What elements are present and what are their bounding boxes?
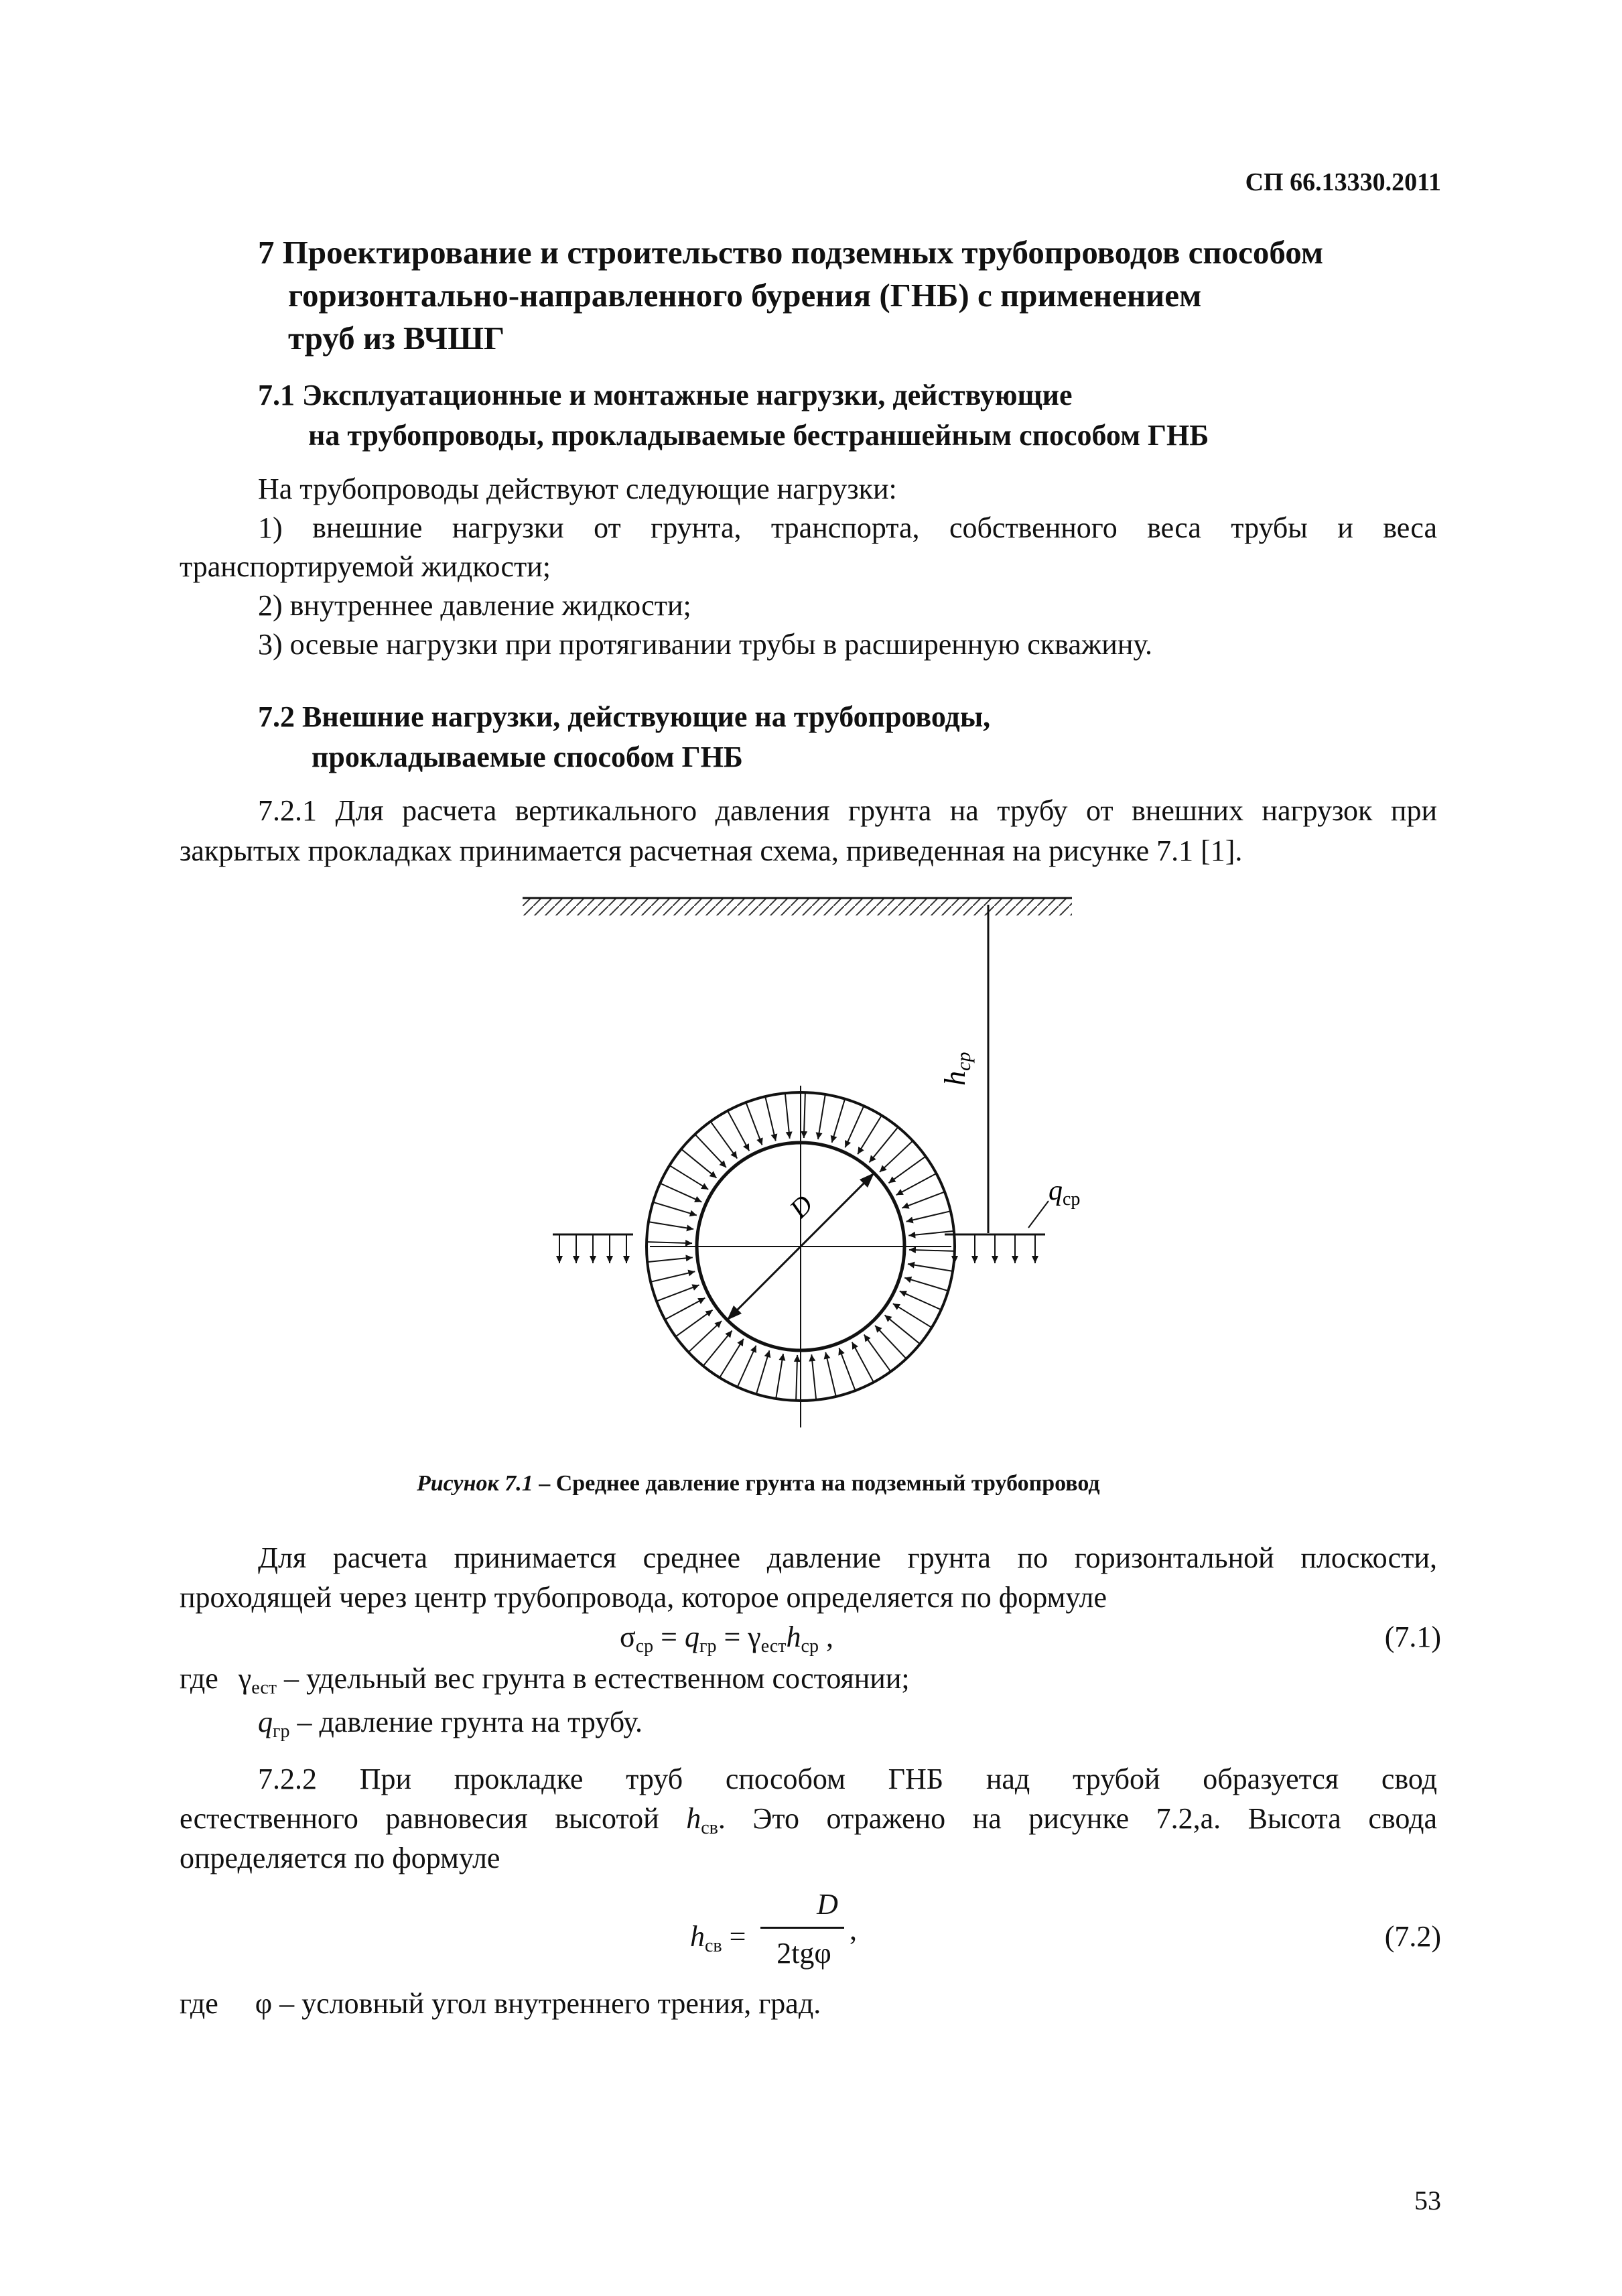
radial-arrow-shaft (653, 1202, 697, 1216)
plane-arrow-head (573, 1256, 580, 1263)
radial-arrow-head (771, 1133, 778, 1141)
radial-arrow-head (685, 1240, 692, 1247)
radial-arrow-shaft (647, 1242, 692, 1243)
radial-arrow-shaft (647, 1257, 693, 1262)
figure-7-1-diagram (469, 885, 1139, 1461)
paragraph-7-2-2-h-sub: св (701, 1817, 718, 1838)
radial-arrow-shaft (675, 1310, 712, 1337)
radial-arrow-shaft (649, 1222, 693, 1229)
radial-arrow-shaft (703, 1331, 732, 1366)
radial-arrow-head (730, 1151, 737, 1159)
ground-surface-hatch (523, 898, 1072, 915)
radial-arrow-shaft (804, 1092, 805, 1138)
loads-item-2: 2) внутреннее давление жидкости; (258, 589, 691, 622)
where-q-symbol: q (258, 1706, 273, 1738)
plane-arrow-head (623, 1256, 630, 1263)
radial-arrow-shaft (908, 1264, 953, 1271)
pressure-leader-line (1028, 1201, 1049, 1228)
radial-arrow-shaft (657, 1285, 699, 1301)
radial-arrow-head (824, 1352, 831, 1360)
plane-arrow-head (556, 1256, 563, 1263)
radial-arrow-shaft (825, 1352, 836, 1397)
loads-item-1-line1: 1) внешние нагрузки от грунта, транспорта, собственного веса трубы и веса (258, 511, 1437, 544)
paragraph-7-2-2-line2-b: . Это отражено на рисунке 7.2,а. Высота свода (718, 1802, 1437, 1835)
formula-gamma-sub: ест (760, 1636, 787, 1657)
figure-caption-text: – Среднее давление грунта на подземный трубопровод (533, 1471, 1100, 1496)
radial-arrow-head (906, 1217, 914, 1224)
radial-arrow-head (801, 1131, 807, 1138)
radial-arrow-head (779, 1354, 786, 1361)
figure-caption-number: Рисунок 7.1 (417, 1471, 533, 1496)
paragraph-7-2-2-line2-a: естественного равновесия высотой (180, 1802, 687, 1835)
section-7-2-title-line1: 7.2 Внешние нагрузки, действующие на трубопроводы, (258, 700, 991, 733)
plane-arrow-head (1012, 1256, 1018, 1263)
loads-item-3: 3) осевые нагрузки при протягивании трубы в расширенную скважину. (258, 628, 1152, 661)
diameter-label: D (783, 1189, 819, 1224)
radial-arrow-head (705, 1310, 713, 1317)
section-7-1-title (258, 375, 1464, 456)
radial-arrow-shaft (756, 1350, 770, 1394)
pressure-label: qср (1049, 1175, 1081, 1210)
radial-arrow-shaft (885, 1315, 921, 1344)
radial-arrow-shaft (811, 1354, 816, 1400)
radial-arrow-head (888, 1176, 896, 1183)
radial-arrow-shaft (832, 1099, 846, 1143)
radial-arrow-shaft (738, 1346, 756, 1387)
radial-arrow-shaft (746, 1102, 762, 1145)
radial-arrow-head (794, 1355, 801, 1362)
radial-arrow-shaft (796, 1355, 797, 1401)
radial-arrow-shaft (845, 1106, 864, 1147)
where-gamma-text: – удельный вес грунта в естественном состоянии; (277, 1662, 910, 1695)
formula2-h: h (690, 1920, 705, 1953)
section-7-1-title-line2: на трубопроводы, прокладываемые бестраншейным способом ГНБ (308, 419, 1209, 452)
where-gamma-symbol: γ (238, 1662, 252, 1695)
left-load-arrows (556, 1234, 630, 1263)
formula-tail: , (818, 1620, 833, 1653)
radial-arrow-shaft (904, 1278, 948, 1291)
formula-sigma-sub: ср (635, 1636, 654, 1657)
radial-arrow-head (687, 1270, 695, 1277)
plane-arrow-head (1032, 1256, 1038, 1263)
formula-7-1-number: (7.1) (1384, 1620, 1441, 1653)
radial-arrow-head (864, 1334, 871, 1342)
radial-arrow-shaft (665, 1298, 705, 1320)
radial-arrow-head (816, 1132, 823, 1139)
where-q-text: – давление грунта на трубу. (289, 1706, 643, 1738)
radial-arrow-shaft (839, 1348, 855, 1391)
paragraph-7-2-2-line1: 7.2.2 При прокладке труб способом ГНБ над трубой образуется свод (258, 1763, 1437, 1795)
radial-arrow-shaft (765, 1096, 776, 1141)
where-gamma-line (180, 1659, 910, 1708)
radial-arrow-shaft (909, 1250, 955, 1251)
formula-gamma: γ (748, 1620, 761, 1653)
where-phi-line (180, 1984, 821, 2023)
section-7-2-title (258, 697, 1464, 777)
loads-item-1-line2: транспортируемой жидкости; (180, 550, 551, 583)
radial-arrow-shaft (728, 1110, 749, 1151)
radial-arrow-shaft (875, 1326, 906, 1359)
radial-arrow-shaft (896, 1173, 937, 1195)
plane-arrow-head (606, 1256, 613, 1263)
formula-7-2-lhs (690, 1917, 746, 1966)
radial-arrow-shaft (893, 1303, 932, 1328)
radial-arrow-shaft (869, 1127, 898, 1163)
document-code: СП 66.13330.2011 (1245, 168, 1441, 196)
where-q-line (258, 1702, 643, 1751)
section-7-title-line3: труб из ВЧШГ (288, 320, 505, 357)
formula-7-2-fraction-bar (760, 1927, 844, 1929)
radial-arrow-head (686, 1225, 693, 1232)
right-load-arrows (951, 1234, 1038, 1263)
radial-arrow-shaft (880, 1141, 913, 1172)
radial-arrow-shaft (900, 1291, 941, 1310)
radial-arrow-shaft (681, 1149, 717, 1178)
formula-eq1: = (653, 1620, 685, 1653)
plane-arrow-head (992, 1256, 998, 1263)
formula2-eq: = (722, 1920, 746, 1953)
figure-7-1-caption (417, 1471, 1100, 1496)
where-phi-prefix: где (180, 1987, 218, 2020)
depth-label: hср (939, 1051, 975, 1086)
where-phi-text: φ – условный угол внутреннего трения, град. (255, 1987, 821, 2020)
radial-arrow-shaft (864, 1334, 891, 1371)
where-q-sub: гр (273, 1721, 290, 1742)
section-7-title-line2: горизонтально-направленного бурения (ГНБ) с применением (288, 277, 1202, 314)
formula-7-2-tail: , (850, 1913, 857, 1946)
formula-h: h (786, 1620, 801, 1653)
page-number: 53 (1414, 2185, 1441, 2216)
formula-7-2-numerator: D (817, 1888, 838, 1921)
plane-arrow-head (971, 1256, 978, 1263)
where-prefix: где (180, 1662, 218, 1695)
formula-eq2: = (716, 1620, 748, 1653)
radial-arrow-shaft (689, 1321, 722, 1352)
formula-q-sub: гр (699, 1636, 717, 1657)
radial-arrow-shaft (906, 1211, 951, 1222)
formula-7-2-number: (7.2) (1384, 1920, 1441, 1953)
loads-intro: На трубопроводы действуют следующие нагрузки: (258, 472, 897, 505)
radial-arrow-shaft (902, 1192, 945, 1208)
paragraph-7-2-2-line3: определяется по формуле (180, 1842, 500, 1874)
radial-arrow-head (908, 1262, 915, 1269)
paragraph-7-2-2-h: h (686, 1802, 701, 1835)
radial-arrow-shaft (776, 1354, 783, 1399)
radial-arrow-shaft (785, 1093, 790, 1139)
radial-arrow-shaft (852, 1342, 874, 1383)
paragraph-7-2-1-line2: закрытых прокладках принимается расчетная схема, приведенная на рисунке 7.1 [1]. (180, 834, 1243, 867)
radial-arrow-head (909, 1247, 916, 1253)
radial-arrow-shaft (711, 1121, 738, 1158)
radial-arrow-shaft (695, 1135, 726, 1168)
paragraph-7-2-1-line1: 7.2.1 Для расчета вертикального давления грунта на трубу от внешних нагрузок при (258, 794, 1437, 827)
radial-arrow-shaft (660, 1184, 701, 1202)
radial-arrow-shaft (858, 1115, 882, 1154)
section-7-2-title-line2: прокладываемые способом ГНБ (312, 741, 743, 773)
radial-arrow-shaft (651, 1271, 695, 1282)
calc-paragraph-line2: проходящей через центр трубопровода, которое определяется по формуле (180, 1581, 1107, 1614)
radial-arrow-shaft (818, 1094, 825, 1139)
formula-q: q (684, 1620, 699, 1653)
section-7-title-line1: 7 Проектирование и строительство подземных трубопроводов способом (258, 234, 1324, 271)
formula-h-sub: ср (801, 1636, 819, 1657)
radial-arrow-shaft (720, 1339, 744, 1378)
where-gamma-sub: ест (251, 1677, 277, 1698)
formula-sigma: σ (620, 1620, 636, 1653)
section-7-1-title-line1: 7.1 Эксплуатационные и монтажные нагрузки, действующие (258, 379, 1073, 411)
plane-arrow-head (590, 1256, 596, 1263)
radial-arrow-shaft (888, 1157, 925, 1184)
formula2-h-sub: св (705, 1935, 722, 1956)
formula-7-2-denominator: 2tgφ (776, 1937, 831, 1970)
calc-paragraph-line1: Для расчета принимается среднее давление грунта по горизонтальной плоскости, (258, 1541, 1437, 1574)
radial-arrow-shaft (669, 1165, 708, 1190)
section-7-title (258, 231, 1464, 360)
